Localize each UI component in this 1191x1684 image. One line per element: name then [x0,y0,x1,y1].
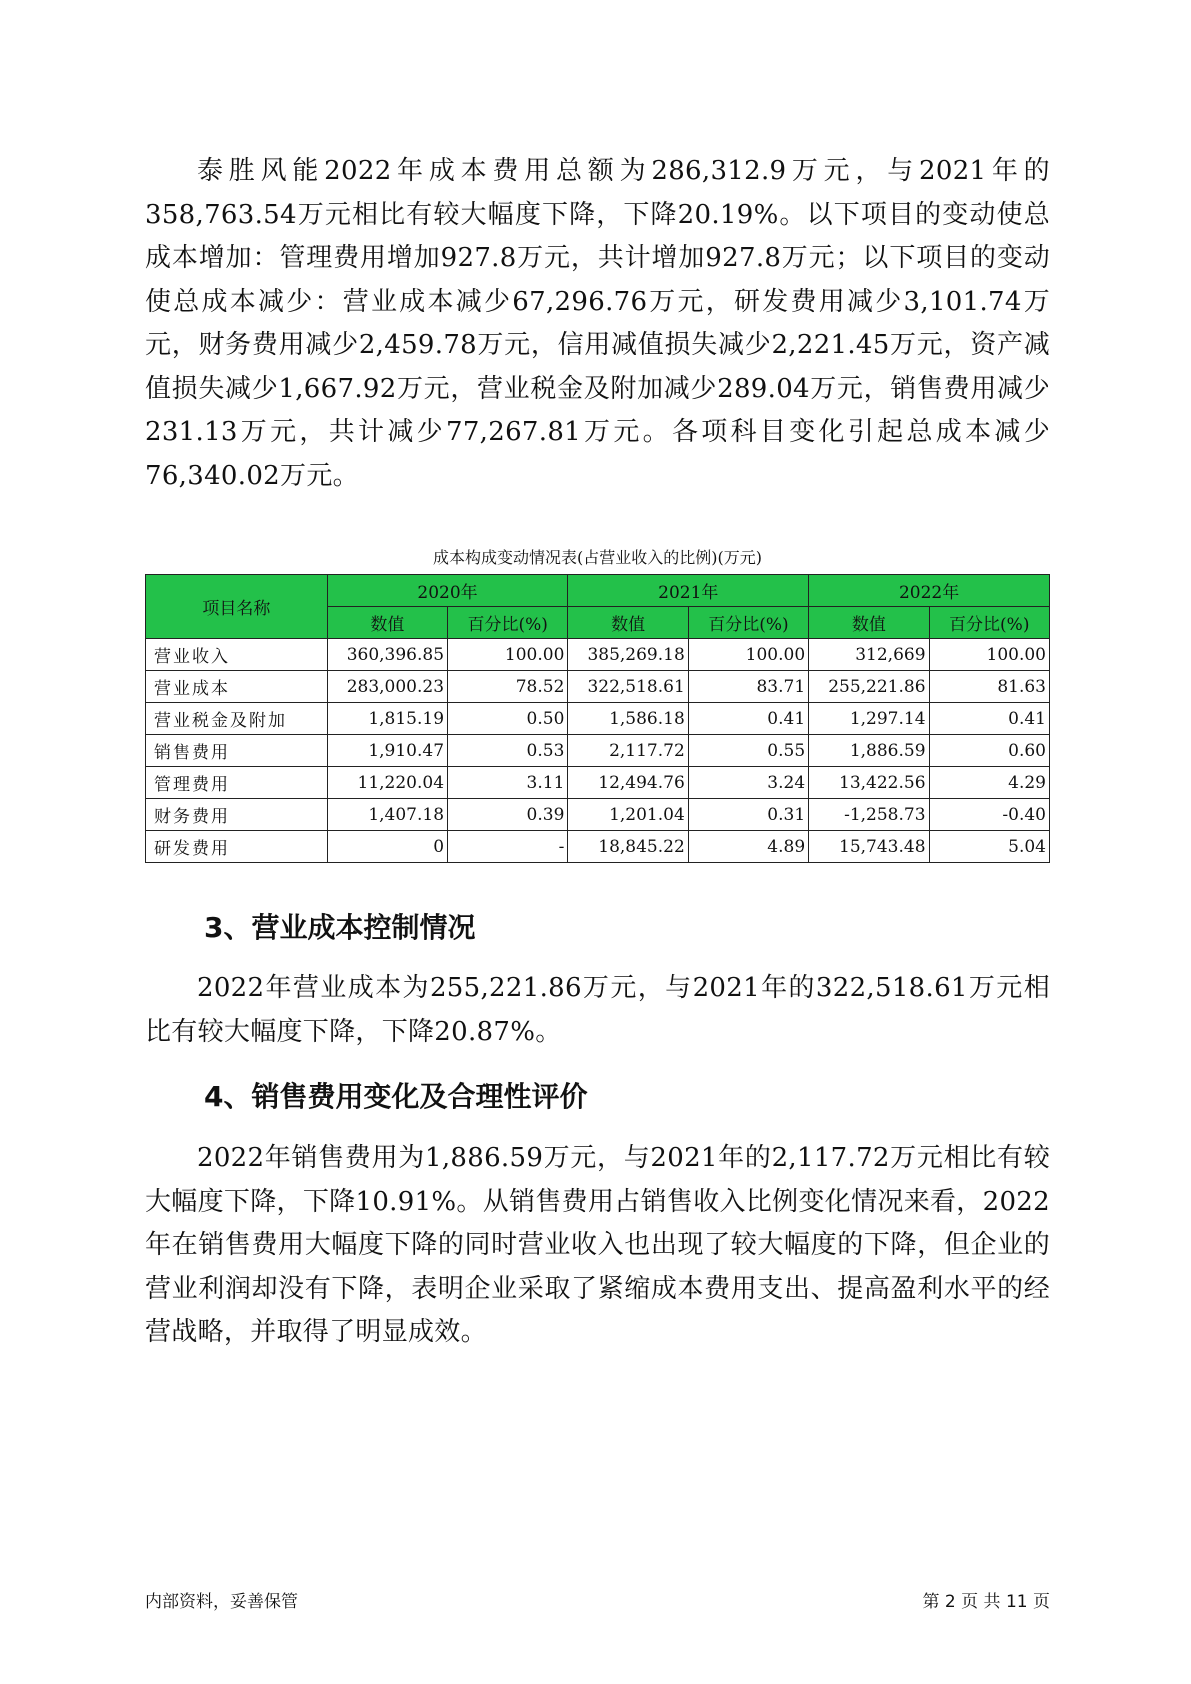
cost-structure-table [145,574,1050,863]
value-cell: 385,269.18 [568,639,688,671]
value-cell: 255,221.86 [809,671,929,703]
row-label: 销售费用 [146,735,328,767]
value-cell: 2,117.72 [568,735,688,767]
percent-cell: 0.60 [929,735,1049,767]
percent-cell: 5.04 [929,831,1049,863]
value-cell: 13,422.56 [809,767,929,799]
value-cell: -1,258.73 [809,799,929,831]
row-label: 营业税金及附加 [146,703,328,735]
table-row [146,703,1050,735]
table-body [146,639,1050,863]
table-row [146,735,1050,767]
percent-cell: 83.71 [688,671,808,703]
percent-cell: 0.41 [688,703,808,735]
percent-cell: 78.52 [448,671,568,703]
percent-cell: 4.29 [929,767,1049,799]
table-row [146,831,1050,863]
value-cell: 360,396.85 [327,639,447,671]
year-header: 2021年 [568,575,809,607]
value-cell: 18,845.22 [568,831,688,863]
table-row [146,671,1050,703]
value-cell: 322,518.61 [568,671,688,703]
value-cell: 1,815.19 [327,703,447,735]
table-row [146,767,1050,799]
percent-subheader: 百分比(%) [448,607,568,639]
percent-cell: 3.24 [688,767,808,799]
percent-cell: 100.00 [448,639,568,671]
row-label: 管理费用 [146,767,328,799]
percent-cell: - [448,831,568,863]
value-cell: 312,669 [809,639,929,671]
value-cell: 1,586.18 [568,703,688,735]
percent-cell: 0.39 [448,799,568,831]
percent-cell: 0.55 [688,735,808,767]
section-heading-3: 3、营业成本控制情况 [204,911,476,944]
percent-cell: 0.50 [448,703,568,735]
value-cell: 12,494.76 [568,767,688,799]
value-cell: 1,886.59 [809,735,929,767]
table-caption: 成本构成变动情况表(占营业收入的比例)(万元) [433,548,762,567]
value-cell: 1,201.04 [568,799,688,831]
percent-cell: 0.41 [929,703,1049,735]
percent-cell: 100.00 [929,639,1049,671]
value-cell: 283,000.23 [327,671,447,703]
table-row [146,799,1050,831]
percent-subheader: 百分比(%) [929,607,1049,639]
row-label: 营业成本 [146,671,328,703]
year-header: 2022年 [809,575,1050,607]
footer-confidential-note: 内部资料，妥善保管 [145,1592,298,1612]
percent-cell: 0.53 [448,735,568,767]
intro-paragraph: 泰胜风能2022年成本费用总额为286,312.9万元，与2021年的358,763.54万元相比有较大幅度下降，下降20.19%。以下项目的变动使总成本增加：管理费用增加927.8万元，共计增加927.8万元；以下项目的变动使总成本减少：营业成本减少67,296.76万元，研发费用减少3,101.74万元，财务费用减少2,459.78万元，信用减值损失减少2,221.45万元，资产减值损失减少1,667.92万元，营业税金及附加减少289.04万元，销售费用减少231.13万元，共计减少77,267.81万元。各项科目变化引起总成本减少76,340.02万元。 [145,156,1050,491]
value-cell: 1,297.14 [809,703,929,735]
value-cell: 1,910.47 [327,735,447,767]
value-cell: 15,743.48 [809,831,929,863]
value-cell: 11,220.04 [327,767,447,799]
percent-cell: 0.31 [688,799,808,831]
year-header: 2020年 [327,575,568,607]
item-name-header: 项目名称 [146,575,328,639]
row-label: 财务费用 [146,799,328,831]
value-cell: 1,407.18 [327,799,447,831]
table-row [146,639,1050,671]
percent-cell: 100.00 [688,639,808,671]
section-heading-4: 4、销售费用变化及合理性评价 [204,1080,588,1113]
row-label: 营业收入 [146,639,328,671]
sales-expense-paragraph: 2022年销售费用为1,886.59万元，与2021年的2,117.72万元相比有较大幅度下降，下降10.91%。从销售费用占销售收入比例变化情况来看，2022年在销售费用大幅度下降的同时营业收入也出现了较大幅度的下降，但企业的营业利润却没有下降，表明企业采取了紧缩成本费用支出、提高盈利水平的经营战略，并取得了明显成效。 [145,1143,1050,1347]
footer-page-number: 第 2 页 共 11 页 [922,1592,1050,1612]
percent-cell: -0.40 [929,799,1049,831]
value-subheader: 数值 [809,607,929,639]
value-subheader: 数值 [327,607,447,639]
table-header-row [146,575,1050,607]
row-label: 研发费用 [146,831,328,863]
value-cell: 0 [327,831,447,863]
operating-cost-paragraph: 2022年营业成本为255,221.86万元，与2021年的322,518.61万元相比有较大幅度下降，下降20.87%。 [145,973,1050,1047]
percent-cell: 81.63 [929,671,1049,703]
percent-subheader: 百分比(%) [688,607,808,639]
percent-cell: 3.11 [448,767,568,799]
value-subheader: 数值 [568,607,688,639]
percent-cell: 4.89 [688,831,808,863]
